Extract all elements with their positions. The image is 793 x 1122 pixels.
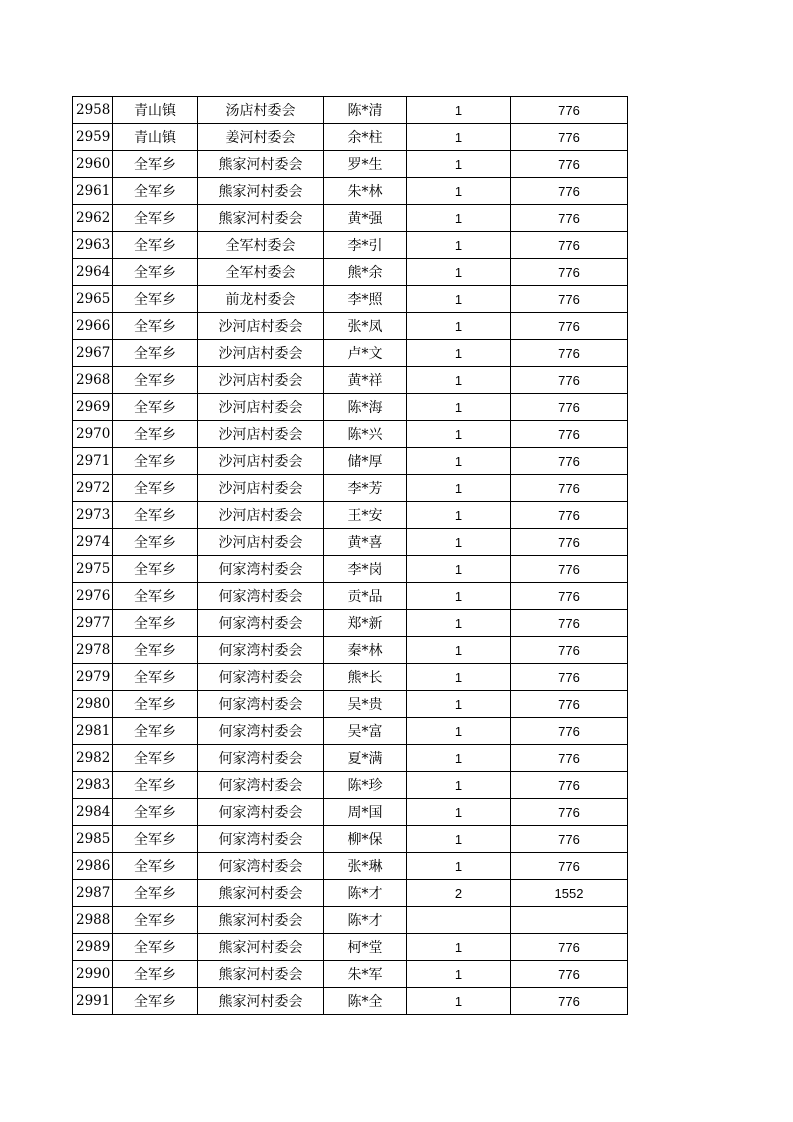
amount-cell: 776 (511, 691, 628, 718)
township-cell: 全军乡 (113, 367, 198, 394)
amount-cell: 776 (511, 394, 628, 421)
amount-cell: 776 (511, 421, 628, 448)
township-cell: 全军乡 (113, 961, 198, 988)
table-row (73, 340, 628, 367)
count-cell: 1 (407, 853, 511, 880)
table-row (73, 664, 628, 691)
amount-cell: 776 (511, 259, 628, 286)
amount-cell: 776 (511, 637, 628, 664)
village-committee-cell: 何家湾村委会 (198, 772, 324, 799)
row-number: 2966 (73, 313, 113, 340)
township-cell: 全军乡 (113, 232, 198, 259)
row-number: 2971 (73, 448, 113, 475)
row-number: 2988 (73, 907, 113, 934)
village-committee-cell: 何家湾村委会 (198, 853, 324, 880)
roster-table (72, 96, 628, 1015)
village-committee-cell: 何家湾村委会 (198, 637, 324, 664)
village-committee-cell: 何家湾村委会 (198, 826, 324, 853)
village-committee-cell: 沙河店村委会 (198, 502, 324, 529)
village-committee-cell: 沙河店村委会 (198, 529, 324, 556)
count-cell: 1 (407, 502, 511, 529)
row-number: 2985 (73, 826, 113, 853)
count-cell: 1 (407, 718, 511, 745)
township-cell: 全军乡 (113, 880, 198, 907)
table-row (73, 718, 628, 745)
township-cell: 全军乡 (113, 610, 198, 637)
person-name-cell: 夏*满 (324, 745, 407, 772)
amount-cell: 776 (511, 745, 628, 772)
amount-cell: 776 (511, 124, 628, 151)
township-cell: 全军乡 (113, 556, 198, 583)
amount-cell: 776 (511, 97, 628, 124)
person-name-cell: 陈*才 (324, 880, 407, 907)
person-name-cell: 罗*生 (324, 151, 407, 178)
count-cell: 1 (407, 448, 511, 475)
row-number: 2982 (73, 745, 113, 772)
table-row (73, 178, 628, 205)
village-committee-cell: 何家湾村委会 (198, 610, 324, 637)
person-name-cell: 黄*喜 (324, 529, 407, 556)
person-name-cell: 储*厚 (324, 448, 407, 475)
village-committee-cell: 熊家河村委会 (198, 907, 324, 934)
row-number: 2963 (73, 232, 113, 259)
count-cell: 1 (407, 745, 511, 772)
row-number: 2979 (73, 664, 113, 691)
table-row (73, 556, 628, 583)
person-name-cell: 秦*林 (324, 637, 407, 664)
township-cell: 全军乡 (113, 799, 198, 826)
table-row (73, 259, 628, 286)
village-committee-cell: 熊家河村委会 (198, 880, 324, 907)
village-committee-cell: 何家湾村委会 (198, 799, 324, 826)
row-number: 2984 (73, 799, 113, 826)
amount-cell: 776 (511, 556, 628, 583)
table-row (73, 772, 628, 799)
table-row (73, 988, 628, 1015)
person-name-cell: 余*柱 (324, 124, 407, 151)
township-cell: 全军乡 (113, 259, 198, 286)
person-name-cell: 郑*新 (324, 610, 407, 637)
count-cell: 1 (407, 367, 511, 394)
count-cell: 1 (407, 178, 511, 205)
village-committee-cell: 熊家河村委会 (198, 934, 324, 961)
table-row (73, 394, 628, 421)
township-cell: 全军乡 (113, 583, 198, 610)
township-cell: 全军乡 (113, 178, 198, 205)
count-cell: 1 (407, 205, 511, 232)
row-number: 2976 (73, 583, 113, 610)
person-name-cell: 陈*珍 (324, 772, 407, 799)
township-cell: 全军乡 (113, 853, 198, 880)
person-name-cell: 陈*全 (324, 988, 407, 1015)
row-number: 2991 (73, 988, 113, 1015)
township-cell: 青山镇 (113, 97, 198, 124)
roster-body (73, 97, 628, 1015)
township-cell: 全军乡 (113, 205, 198, 232)
amount-cell: 776 (511, 988, 628, 1015)
row-number: 2987 (73, 880, 113, 907)
row-number: 2983 (73, 772, 113, 799)
amount-cell: 1552 (511, 880, 628, 907)
count-cell: 2 (407, 880, 511, 907)
amount-cell: 776 (511, 178, 628, 205)
township-cell: 全军乡 (113, 907, 198, 934)
count-cell: 1 (407, 124, 511, 151)
amount-cell: 776 (511, 313, 628, 340)
row-number: 2961 (73, 178, 113, 205)
person-name-cell: 李*岗 (324, 556, 407, 583)
village-committee-cell: 沙河店村委会 (198, 340, 324, 367)
count-cell (407, 907, 511, 934)
village-committee-cell: 何家湾村委会 (198, 745, 324, 772)
row-number: 2962 (73, 205, 113, 232)
table-row (73, 502, 628, 529)
table-row (73, 448, 628, 475)
village-committee-cell: 姜河村委会 (198, 124, 324, 151)
row-number: 2990 (73, 961, 113, 988)
village-committee-cell: 沙河店村委会 (198, 394, 324, 421)
amount-cell: 776 (511, 718, 628, 745)
village-committee-cell: 汤店村委会 (198, 97, 324, 124)
person-name-cell: 黄*祥 (324, 367, 407, 394)
township-cell: 全军乡 (113, 394, 198, 421)
township-cell: 全军乡 (113, 421, 198, 448)
amount-cell: 776 (511, 772, 628, 799)
amount-cell: 776 (511, 826, 628, 853)
table-row (73, 97, 628, 124)
township-cell: 全军乡 (113, 286, 198, 313)
table-row (73, 880, 628, 907)
person-name-cell: 朱*军 (324, 961, 407, 988)
person-name-cell: 李*引 (324, 232, 407, 259)
township-cell: 全军乡 (113, 772, 198, 799)
table-row (73, 421, 628, 448)
count-cell: 1 (407, 151, 511, 178)
amount-cell: 776 (511, 799, 628, 826)
village-committee-cell: 熊家河村委会 (198, 988, 324, 1015)
count-cell: 1 (407, 610, 511, 637)
row-number: 2978 (73, 637, 113, 664)
person-name-cell: 熊*长 (324, 664, 407, 691)
row-number: 2977 (73, 610, 113, 637)
village-committee-cell: 何家湾村委会 (198, 718, 324, 745)
table-row (73, 286, 628, 313)
township-cell: 全军乡 (113, 151, 198, 178)
count-cell: 1 (407, 232, 511, 259)
amount-cell: 776 (511, 853, 628, 880)
village-committee-cell: 前龙村委会 (198, 286, 324, 313)
township-cell: 全军乡 (113, 934, 198, 961)
row-number: 2958 (73, 97, 113, 124)
person-name-cell: 陈*海 (324, 394, 407, 421)
township-cell: 全军乡 (113, 448, 198, 475)
person-name-cell: 黄*强 (324, 205, 407, 232)
row-number: 2973 (73, 502, 113, 529)
amount-cell: 776 (511, 205, 628, 232)
amount-cell: 776 (511, 664, 628, 691)
person-name-cell: 张*凤 (324, 313, 407, 340)
amount-cell: 776 (511, 340, 628, 367)
table-row (73, 124, 628, 151)
person-name-cell: 吴*贵 (324, 691, 407, 718)
table-row (73, 853, 628, 880)
village-committee-cell: 沙河店村委会 (198, 421, 324, 448)
count-cell: 1 (407, 799, 511, 826)
amount-cell: 776 (511, 934, 628, 961)
township-cell: 全军乡 (113, 664, 198, 691)
village-committee-cell: 何家湾村委会 (198, 556, 324, 583)
table-row (73, 205, 628, 232)
person-name-cell: 吴*富 (324, 718, 407, 745)
table-row (73, 529, 628, 556)
amount-cell: 776 (511, 151, 628, 178)
person-name-cell: 陈*清 (324, 97, 407, 124)
amount-cell: 776 (511, 475, 628, 502)
count-cell: 1 (407, 340, 511, 367)
row-number: 2959 (73, 124, 113, 151)
person-name-cell: 朱*林 (324, 178, 407, 205)
amount-cell: 776 (511, 961, 628, 988)
village-committee-cell: 熊家河村委会 (198, 205, 324, 232)
person-name-cell: 王*安 (324, 502, 407, 529)
table-row (73, 610, 628, 637)
row-number: 2969 (73, 394, 113, 421)
person-name-cell: 熊*余 (324, 259, 407, 286)
row-number: 2975 (73, 556, 113, 583)
count-cell: 1 (407, 664, 511, 691)
person-name-cell: 陈*才 (324, 907, 407, 934)
township-cell: 全军乡 (113, 745, 198, 772)
village-committee-cell: 全军村委会 (198, 232, 324, 259)
table-row (73, 691, 628, 718)
amount-cell: 776 (511, 232, 628, 259)
village-committee-cell: 何家湾村委会 (198, 583, 324, 610)
row-number: 2972 (73, 475, 113, 502)
count-cell: 1 (407, 259, 511, 286)
table-row (73, 934, 628, 961)
village-committee-cell: 熊家河村委会 (198, 178, 324, 205)
row-number: 2986 (73, 853, 113, 880)
count-cell: 1 (407, 772, 511, 799)
count-cell: 1 (407, 826, 511, 853)
row-number: 2960 (73, 151, 113, 178)
township-cell: 全军乡 (113, 826, 198, 853)
table-row (73, 475, 628, 502)
township-cell: 全军乡 (113, 475, 198, 502)
count-cell: 1 (407, 691, 511, 718)
count-cell: 1 (407, 529, 511, 556)
count-cell: 1 (407, 556, 511, 583)
table-row (73, 151, 628, 178)
township-cell: 全军乡 (113, 313, 198, 340)
row-number: 2989 (73, 934, 113, 961)
table-row (73, 313, 628, 340)
amount-cell: 776 (511, 448, 628, 475)
person-name-cell: 李*芳 (324, 475, 407, 502)
amount-cell: 776 (511, 286, 628, 313)
village-committee-cell: 沙河店村委会 (198, 313, 324, 340)
row-number: 2967 (73, 340, 113, 367)
village-committee-cell: 沙河店村委会 (198, 367, 324, 394)
village-committee-cell: 何家湾村委会 (198, 691, 324, 718)
count-cell: 1 (407, 934, 511, 961)
village-committee-cell: 沙河店村委会 (198, 475, 324, 502)
count-cell: 1 (407, 97, 511, 124)
amount-cell: 776 (511, 502, 628, 529)
person-name-cell: 柯*堂 (324, 934, 407, 961)
row-number: 2965 (73, 286, 113, 313)
table-row (73, 799, 628, 826)
count-cell: 1 (407, 637, 511, 664)
village-committee-cell: 全军村委会 (198, 259, 324, 286)
count-cell: 1 (407, 961, 511, 988)
table-row (73, 826, 628, 853)
count-cell: 1 (407, 394, 511, 421)
village-committee-cell: 沙河店村委会 (198, 448, 324, 475)
person-name-cell: 卢*文 (324, 340, 407, 367)
township-cell: 全军乡 (113, 988, 198, 1015)
count-cell: 1 (407, 475, 511, 502)
person-name-cell: 贡*品 (324, 583, 407, 610)
table-row (73, 637, 628, 664)
person-name-cell: 柳*保 (324, 826, 407, 853)
amount-cell: 776 (511, 529, 628, 556)
row-number: 2981 (73, 718, 113, 745)
township-cell: 青山镇 (113, 124, 198, 151)
row-number: 2974 (73, 529, 113, 556)
row-number: 2964 (73, 259, 113, 286)
village-committee-cell: 何家湾村委会 (198, 664, 324, 691)
table-row (73, 745, 628, 772)
table-row (73, 367, 628, 394)
township-cell: 全军乡 (113, 502, 198, 529)
amount-cell: 776 (511, 367, 628, 394)
amount-cell (511, 907, 628, 934)
person-name-cell: 陈*兴 (324, 421, 407, 448)
village-committee-cell: 熊家河村委会 (198, 151, 324, 178)
count-cell: 1 (407, 313, 511, 340)
township-cell: 全军乡 (113, 340, 198, 367)
count-cell: 1 (407, 583, 511, 610)
village-committee-cell: 熊家河村委会 (198, 961, 324, 988)
township-cell: 全军乡 (113, 718, 198, 745)
amount-cell: 776 (511, 583, 628, 610)
row-number: 2980 (73, 691, 113, 718)
table-row (73, 583, 628, 610)
count-cell: 1 (407, 286, 511, 313)
township-cell: 全军乡 (113, 529, 198, 556)
table-row (73, 907, 628, 934)
table-row (73, 232, 628, 259)
person-name-cell: 周*国 (324, 799, 407, 826)
township-cell: 全军乡 (113, 691, 198, 718)
count-cell: 1 (407, 988, 511, 1015)
count-cell: 1 (407, 421, 511, 448)
person-name-cell: 张*琳 (324, 853, 407, 880)
row-number: 2970 (73, 421, 113, 448)
amount-cell: 776 (511, 610, 628, 637)
table-row (73, 961, 628, 988)
row-number: 2968 (73, 367, 113, 394)
township-cell: 全军乡 (113, 637, 198, 664)
person-name-cell: 李*照 (324, 286, 407, 313)
